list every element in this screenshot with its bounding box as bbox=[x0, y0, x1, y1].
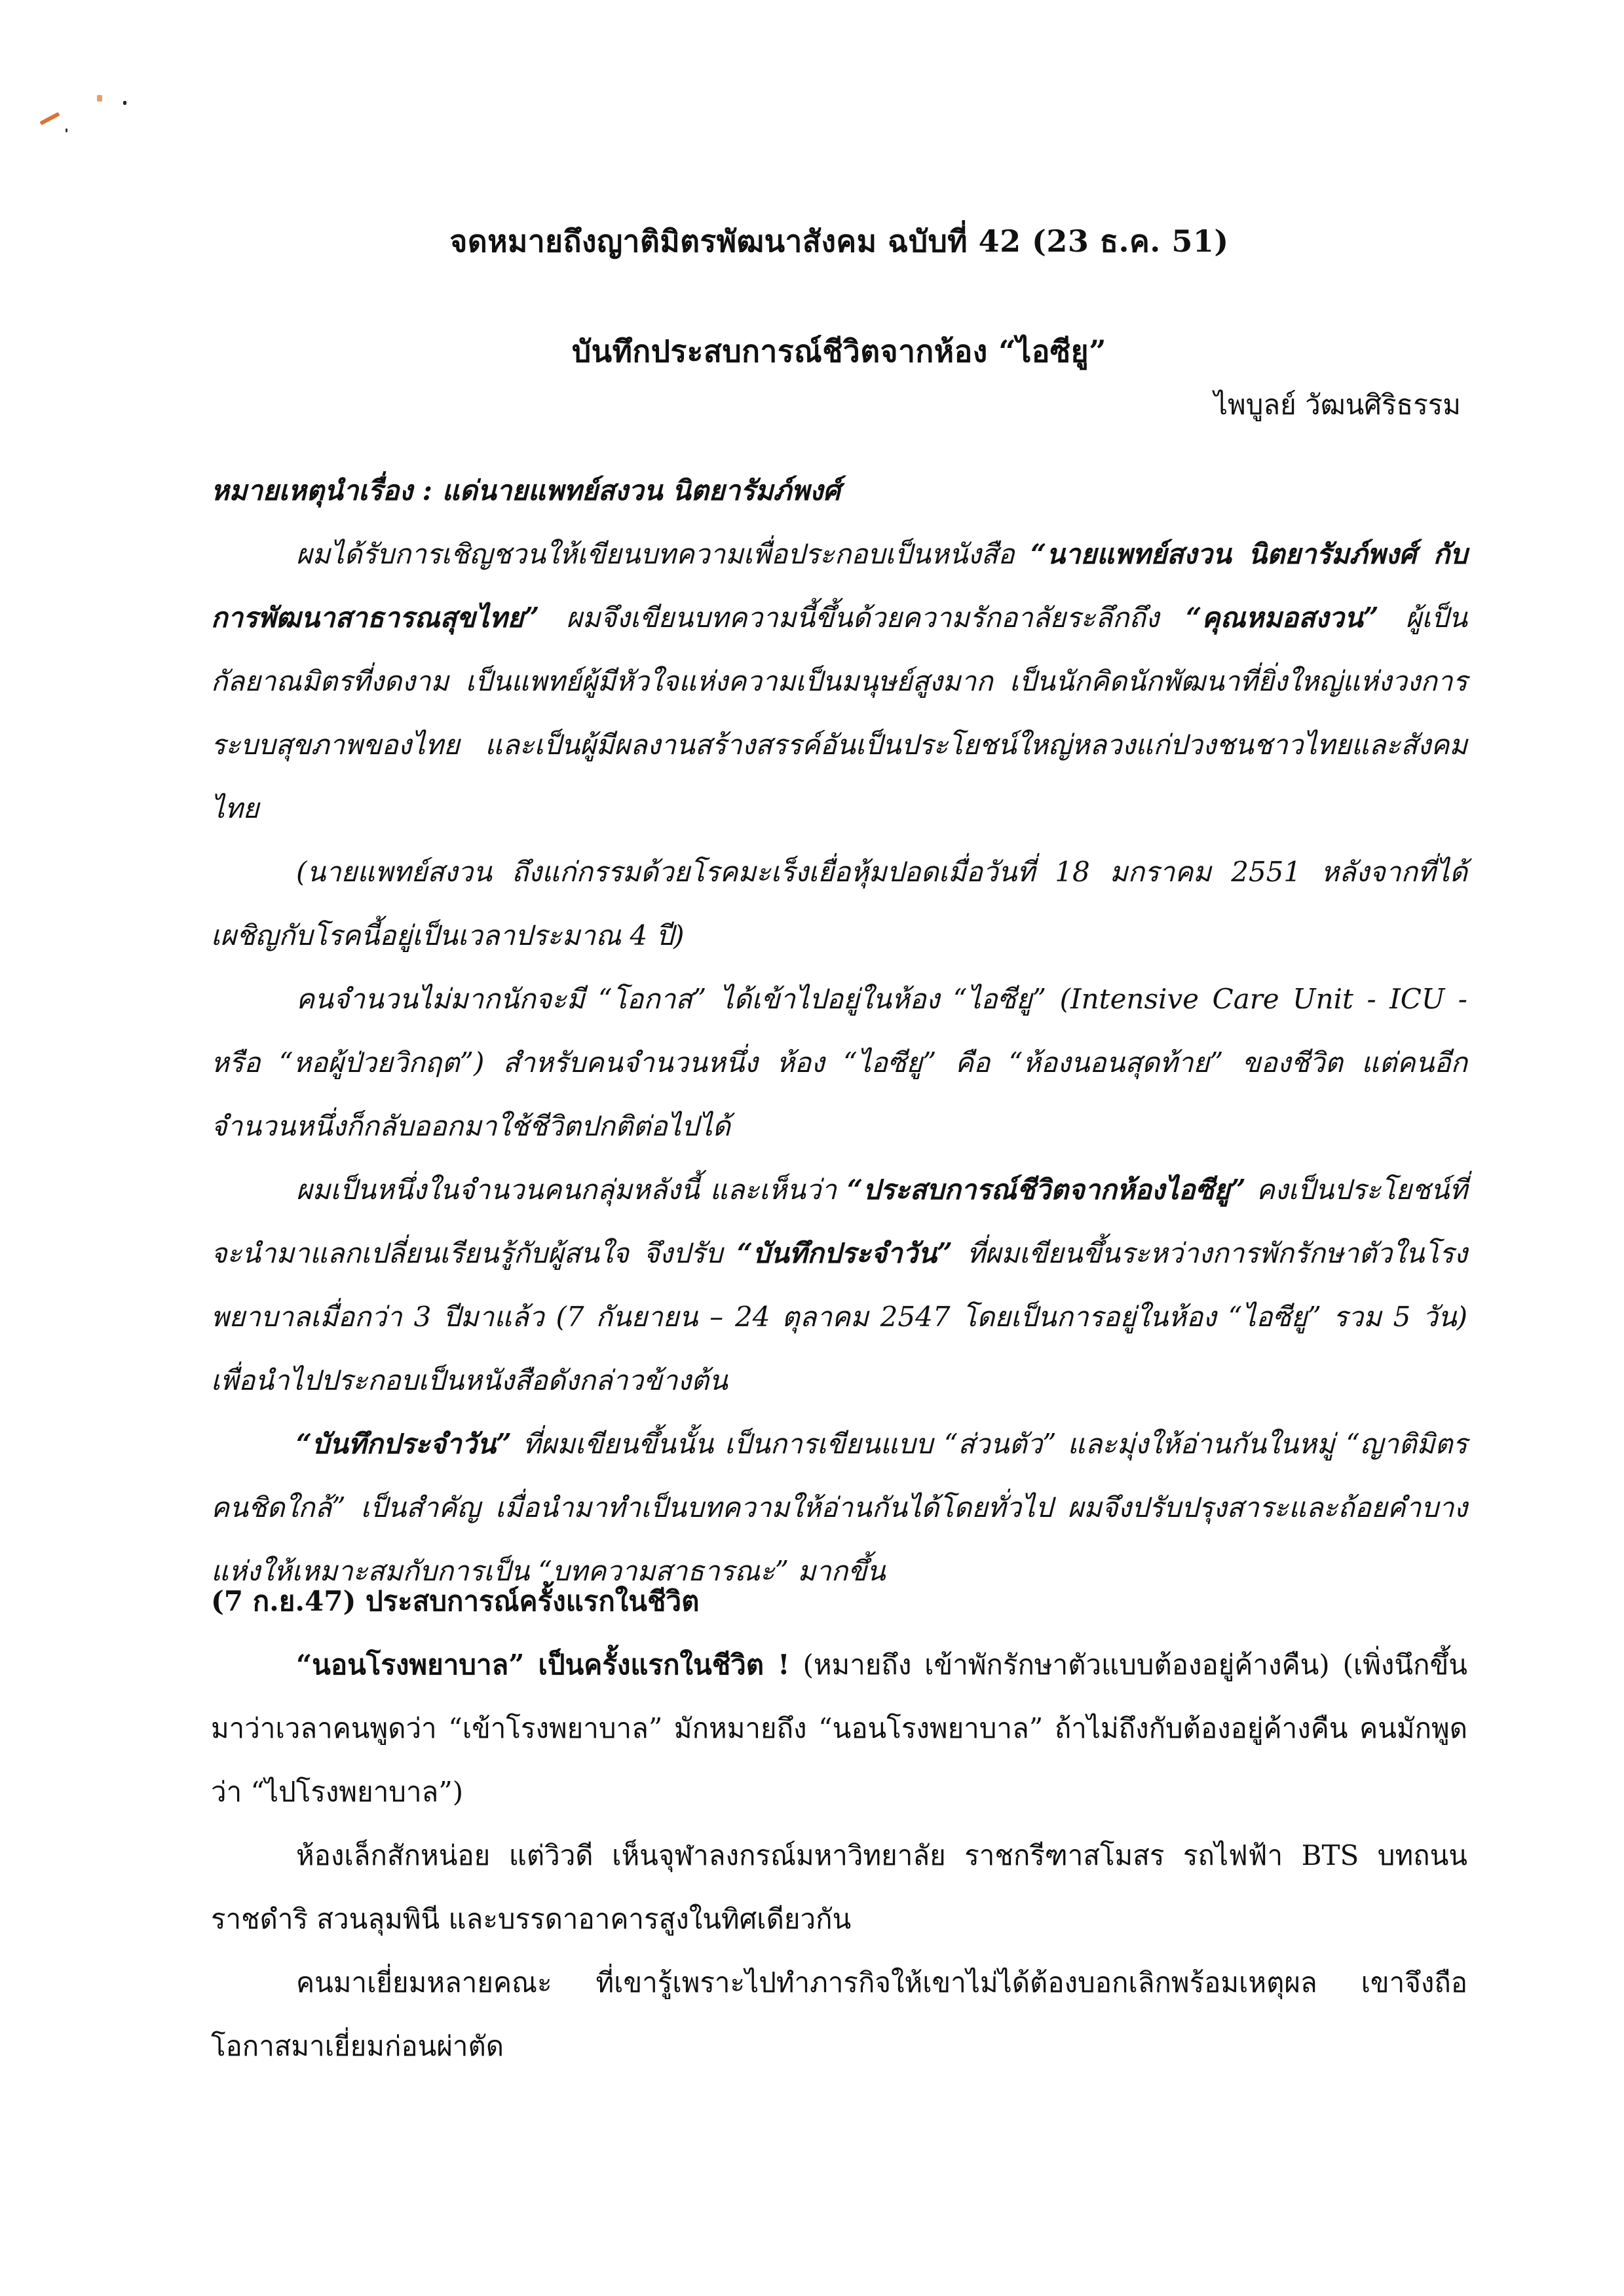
book-title-emphasis: “นายแพทย์สงวน นิตยารัมภ์พงศ์ กับการพัฒนาสาธารณสุขไทย” bbox=[211, 538, 1467, 634]
section-paragraph-2: ห้องเล็กสักหน่อย แต่วิวดี เห็นจุฬาลงกรณ์มหาวิทยาลัย ราชกรีฑาสโมสร รถไฟฟ้า BTS บทถนนราชดำริ สวนลุมพินี และบรรดาอาคารสูงในทิศเดียวกัน bbox=[211, 1839, 1467, 1935]
phrase-emphasis: “ประสบการณ์ชีวิตจากห้องไอซียู” bbox=[847, 1174, 1246, 1206]
text-run: ผู้เป็นกัลยาณมิตรที่งดงาม เป็นแพทย์ผู้มีหัวใจแห่งความเป็นมนุษย์สูงมาก เป็นนักคิดนักพัฒนาที่ยิ่งใหญ่แห่งวงการระบบสุขภาพของไทย และเป็นผู้มีผลงานสร้างสรรค์อันเป็นประโยชน์ใหญ่หลวงแก่ปวงชนชาวไทยและสังคมไทย bbox=[211, 602, 1468, 824]
scan-speck bbox=[123, 101, 126, 105]
text-run: ที่ผมเขียนขึ้นนั้น เป็นการเขียนแบบ “ส่วนตัว” และมุ่งให้อ่านกันในหมู่ “ญาติมิตรคนชิดใกล้” เป็นสำคัญ เมื่อนำมาทำเป็นบทความให้อ่านกันได้โดยทั่วไป ผมจึงปรับปรุงสาระและถ้อยคำบางแห่งให้เหมาะสมกับการเป็น “บทความสาธารณะ” มากขึ้น bbox=[211, 1428, 1467, 1587]
text-run: คงเป็นประโยชน์ที่จะนำมาแลกเปลี่ยนเรียนรู้กับผู้สนใจ จึงปรับ bbox=[211, 1174, 1468, 1269]
section-paragraph-1 bbox=[211, 1633, 1467, 1824]
scan-speck bbox=[66, 128, 67, 132]
name-emphasis: “คุณหมอสงวน” bbox=[1186, 602, 1379, 634]
intro-paragraph-1 bbox=[211, 522, 1467, 840]
section-heading: (7 ก.ย.47) ประสบการณ์ครั้งแรกในชีวิต bbox=[211, 1585, 700, 1617]
text-run: ผมจึงเขียนบทความนี้ขึ้นด้วยความรักอาลัยระลึกถึง bbox=[539, 602, 1186, 634]
diary-section bbox=[211, 1569, 1467, 2078]
phrase-emphasis: “บันทึกประจำวัน” bbox=[296, 1428, 512, 1460]
author-name: ไพบูลย์ วัฒนศิริธรรม bbox=[1213, 389, 1461, 421]
scan-specks bbox=[39, 92, 170, 157]
text-run: ที่ผมเขียนขึ้นระหว่างการพักรักษาตัวในโรงพยาบาลเมื่อกว่า 3 ปีมาแล้ว (7 กันยายน – 24 ตุลาคม 2547 โดยเป็นการอยู่ในห้อง “ไอซียู” รวม 5 วัน) เพื่อนำไปประกอบเป็นหนังสือดังกล่าวข้างต้น bbox=[211, 1237, 1467, 1396]
phrase-emphasis: “นอนโรงพยาบาล” เป็นครั้งแรกในชีวิต ! bbox=[296, 1649, 790, 1681]
intro-paragraph-3: คนจำนวนไม่มากนักจะมี “โอกาส” ได้เข้าไปอยู่ในห้อง “ไอซียู” (Intensive Care Unit - ICU - หรือ “หอผู้ป่วยวิกฤต”) สำหรับคนจำนวนหนึ่ง ห้อง “ไอซียู” คือ “ห้องนอนสุดท้าย” ของชีวิต แต่คนอีกจำนวนหนึ่งก็กลับออกมาใช้ชีวิตปกติต่อไปได้ bbox=[211, 983, 1467, 1142]
phrase-emphasis: “บันทึกประจำวัน” bbox=[737, 1237, 953, 1269]
scan-speck bbox=[97, 95, 102, 102]
section-paragraph-3: คนมาเยี่ยมหลายคณะ ที่เขารู้เพราะไปทำภารกิจให้เขาไม่ได้ต้องบอกเลิกพร้อมเหตุผล เขาจึงถือโอกาสมาเยี่ยมก่อนผ่าตัด bbox=[211, 1966, 1467, 2062]
intro-heading: หมายเหตุนำเรื่อง : แด่นายแพทย์สงวน นิตยารัมภ์พงศ์ bbox=[211, 474, 840, 507]
intro-paragraph-4 bbox=[211, 1158, 1467, 1412]
document-title: จดหมายถึงญาติมิตรพัฒนาสังคม ฉบับที่ 42 (23 ธ.ค. 51) bbox=[449, 223, 1229, 259]
text-run: ผมเป็นหนึ่งในจำนวนคนกลุ่มหลังนี้ และเห็นว่า bbox=[296, 1174, 847, 1206]
text-run: ผมได้รับการเชิญชวนให้เขียนบทความเพื่อประกอบเป็นหนังสือ bbox=[296, 538, 1031, 570]
scan-speck bbox=[39, 112, 60, 125]
document-subtitle: บันทึกประสบการณ์ชีวิตจากห้อง “ไอซียู” bbox=[571, 334, 1107, 369]
intro-paragraph-2: (นายแพทย์สงวน ถึงแก่กรรมด้วยโรคมะเร็งเยื่อหุ้มปอดเมื่อวันที่ 18 มกราคม 2551 หลังจากที่ได้เผชิญกับโรคนี้อยู่เป็นเวลาประมาณ 4 ปี) bbox=[211, 856, 1467, 951]
text-run: (หมายถึง เข้าพักรักษาตัวแบบต้องอยู่ค้างคืน) (เพิ่งนึกขึ้นมาว่าเวลาคนพูดว่า “เข้าโรงพยาบาล” มักหมายถึง “นอนโรงพยาบาล” ถ้าไม่ถึงกับต้องอยู่ค้างคืน คนมักพูดว่า “ไปโรงพยาบาล”) bbox=[211, 1649, 1467, 1808]
intro-section bbox=[211, 459, 1467, 1603]
